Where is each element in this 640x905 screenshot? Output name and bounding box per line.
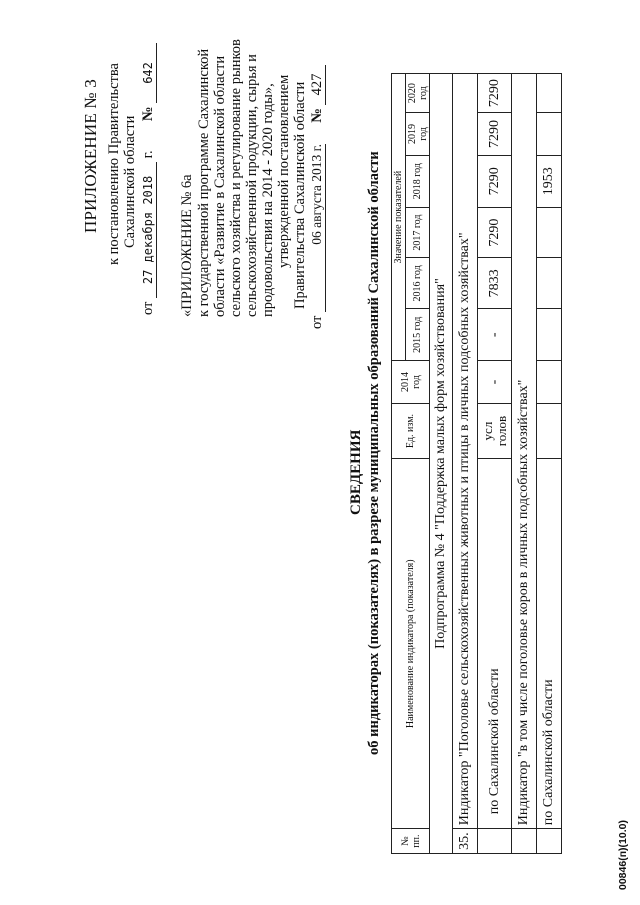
header-unit: Ед. изм. (392, 403, 430, 459)
appendix6a-line: продовольствия на 2014 - 2020 годы», (260, 83, 276, 317)
from-prefix: от (309, 315, 325, 329)
header-values-group: Значение показателей (392, 74, 406, 361)
year-suffix: г. (140, 150, 156, 159)
header-year: 2019 год (406, 113, 430, 156)
appendix-number: 642 (140, 43, 157, 103)
appendix-date-line (140, 43, 157, 315)
appendix-title: ПРИЛОЖЕНИЕ № 3 (81, 79, 100, 233)
header-year: 2016 год (406, 258, 430, 309)
from-prefix: от (140, 301, 156, 315)
header-num: № пп. (392, 829, 430, 854)
cell-value: 7290 (478, 155, 512, 207)
header-row (392, 74, 406, 854)
cell-value: - (478, 309, 512, 361)
cell-value: 7290 (478, 74, 512, 113)
row-name: по Сахалинской области (478, 459, 512, 829)
indicator-title: Индикатор "в том числе поголовье коров в личных подсобных хозяйствах" (512, 74, 537, 829)
cell-value (537, 361, 562, 404)
cell-empty (512, 829, 537, 854)
row-unit (537, 403, 562, 459)
appendix-line2: Сахалинской области (122, 115, 138, 248)
row-number: 35. (453, 829, 478, 854)
document-subtitle: об индикаторах (показателях) в разрезе муниципальных образований Сахалинской области (366, 151, 382, 755)
number-sign: № (140, 106, 156, 122)
appendix6a-date-line (309, 65, 326, 329)
appendix6a-date: 06 августа 2013 г. (309, 144, 326, 312)
cell-value: 7290 (478, 207, 512, 258)
subprogram-title: Подпрограмма № 4 "Поддержка малых форм хозяйствования" (430, 74, 453, 854)
appendix-line1: к постановлению Правительства (106, 63, 122, 265)
document-code: 00846(п)(10.0) (617, 820, 629, 890)
cell-value: 7290 (478, 113, 512, 156)
appendix6a-line: сельского хозяйства и регулирование рынков (228, 39, 244, 317)
header-year: 2017 год (406, 207, 430, 258)
cell-empty (537, 829, 562, 854)
indicator-row (512, 74, 537, 854)
appendix6a-title: «ПРИЛОЖЕНИЕ № 6а (179, 174, 195, 317)
appendix6a-line: сельскохозяйственной продукции, сырья и (244, 54, 260, 317)
appendix6a-line: области «Развитие в Сахалинской области (212, 55, 228, 317)
document-title: СВЕДЕНИЯ (348, 429, 364, 515)
indicator-row (453, 74, 478, 854)
appendix6a-line: утвержденной постановлением (276, 74, 292, 268)
cell-value: - (478, 361, 512, 404)
subprogram-row (430, 74, 453, 854)
header-2014: 2014 год (392, 361, 430, 404)
row-unit: усл голов (478, 403, 512, 459)
cell-value (537, 113, 562, 156)
table-row (537, 74, 562, 854)
cell-value: 7833 (478, 258, 512, 309)
header-name: Наименование индикатора (показателя) (392, 459, 430, 829)
cell-value (537, 207, 562, 258)
indicators-table (391, 73, 562, 854)
indicator-title: Индикатор "Поголовье сельскохозяйственных животных и птицы в личных подсобных хозяйствах" (453, 74, 478, 829)
appendix6a-line: Правительства Сахалинской области (292, 81, 308, 309)
cell-value: 1953 (537, 155, 562, 207)
cell-empty (478, 829, 512, 854)
cell-value (537, 74, 562, 113)
number-sign: № (309, 108, 325, 123)
header-year: 2020 год (406, 74, 430, 113)
table-row (478, 74, 512, 854)
row-name: по Сахалинской области (537, 459, 562, 829)
appendix6a-line: к государственной программе Сахалинской (196, 48, 212, 317)
cell-value (537, 258, 562, 309)
header-year: 2018 год (406, 155, 430, 207)
appendix-date: 27 декабря 2018 (140, 162, 157, 298)
appendix6a-number: 427 (309, 65, 326, 105)
cell-value (537, 309, 562, 361)
header-year: 2015 год (406, 309, 430, 361)
